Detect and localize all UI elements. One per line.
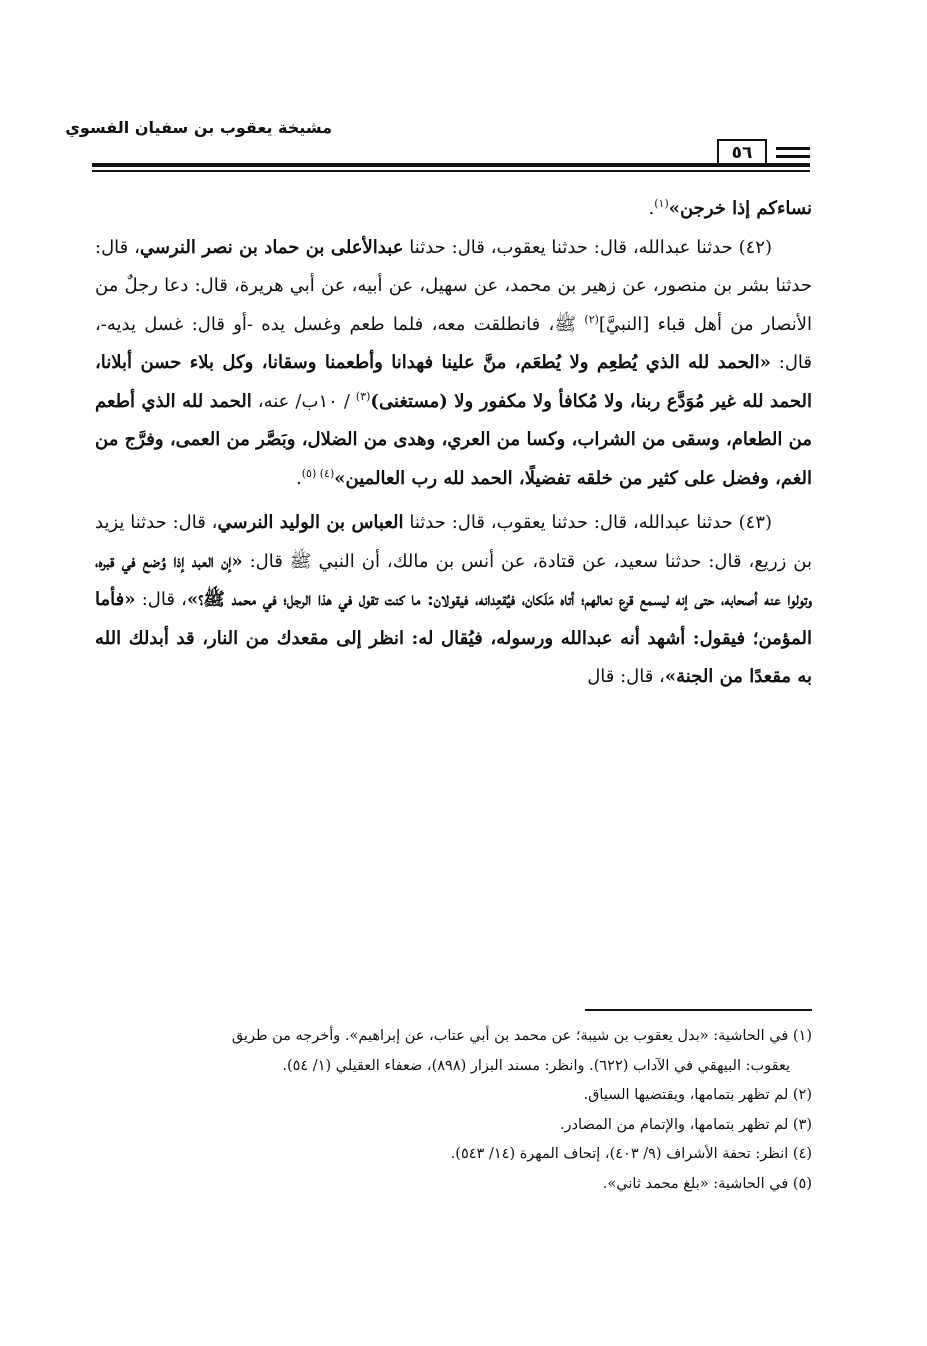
footnote-ref: (٣) xyxy=(355,389,371,403)
footnote-1-continued: يعقوب: البيهقي في الآداب (٦٢٢). وانظر: مسند البزار (٨٩٨)، ضعفاء العقيلي (١/ ٥٤). xyxy=(282,1057,790,1074)
footnote-ref: (٢) xyxy=(584,312,599,326)
footnote-ref: (١) xyxy=(654,197,669,210)
hadith-42: (٤٢) حدثنا عبدالله، قال: حدثنا يعقوب، قال: حدثنا عبدالأعلى بن حماد بن نصر النرسي، قال: حدثنا بشر بن منصور، عن زهير بن محمد، عن سهيل، عن أبيه، عن أبي هريرة، قال: دعا رجلٌ من الأنصار من أهل قباء [النبيَّ]$^{(٢)}$ ﷺ، فانطلقت معه، فلما طعم وغسل يده -أو قال: غسل يديه-، قال: «الحمد لله الذي يُطعِم ولا يُطعَم، منَّ علينا فهدانا وأطعمنا وسقانا، وكل بلاء حسن أبلانا، الحمد لله غير مُوَدَّع ربنا، ولا مُكافأ ولا مكفور ولا (مستغنى)$^{(٣)}$ / ١٠ب/ عنه، الحمد لله الذي أطعم من الطعام، وسقى من الشراب، وكسا من العري، وهدى من الضلال، وبَصَّر من العمى، وفرَّج من الغم، وفضل على كثير من خلقه تفضيلًا، الحمد لله رب العالمين»$^{(٤) (٥)}$. xyxy=(95,236,813,489)
intro-line: نساءكم إذا خرجن»$^{(١)}$. xyxy=(648,197,812,219)
header-ornament-dash xyxy=(776,155,810,158)
hadith-43: (٤٣) حدثنا عبدالله، قال: حدثنا يعقوب، قال: حدثنا العباس بن الوليد النرسي، قال: حدثنا يزيد بن زريع، قال: حدثنا سعيد، عن قتادة، عن أنس بن مالك، أن النبي ﷺ قال: «إن العبد إذا وُضع في قبره، وتولوا عنه أصحابه، حتى إنه ليسمع قرع نعالهم؛ أتاه مَلَكان، فيُقعِدانه، فيقولان: ما كنت تقول في هذا الرجل؛ في محمد ﷺ؟»، قال: «فأما المؤمن؛ فيقول: أشهد أنه عبدالله ورسوله، فيُقال له: انظر إلى مقعدك من النار، قد أبدلك الله به مقعدًا من الجنة»، قال: قال xyxy=(95,512,813,687)
footnotes xyxy=(100,1022,812,1199)
page-number: ٥٦ xyxy=(717,139,767,165)
footnote-2: (٢) لم تظهر بتمامها، ويقتضيها السياق. xyxy=(583,1087,812,1103)
main-text xyxy=(95,190,812,697)
footnote-3: (٣) لم تظهر بتمامها، والإتمام من المصادر. xyxy=(559,1116,812,1133)
footnote-ref: (٤) (٥) xyxy=(301,466,335,480)
header-rule-thin xyxy=(92,170,810,172)
header-ornament-dash xyxy=(776,147,810,150)
footnote-4: (٤) انظر: تحفة الأشراف (٩/ ٤٠٣)، إتحاف المهرة (١٤/ ٥٤٣). xyxy=(450,1146,812,1162)
footnote-5: (٥) في الحاشية: «بلغ محمد ثاني». xyxy=(602,1175,812,1192)
footnote-separator xyxy=(585,1009,812,1011)
footnote-1: (١) في الحاشية: «بدل يعقوب بن شيبة؛ عن محمد بن أبي عتاب، عن إبراهيم». وأخرجه من طريق xyxy=(231,1028,812,1044)
header-rule-thick xyxy=(92,163,810,167)
running-header-title: مشيخة يعقوب بن سفيان الفسوي xyxy=(65,118,332,137)
